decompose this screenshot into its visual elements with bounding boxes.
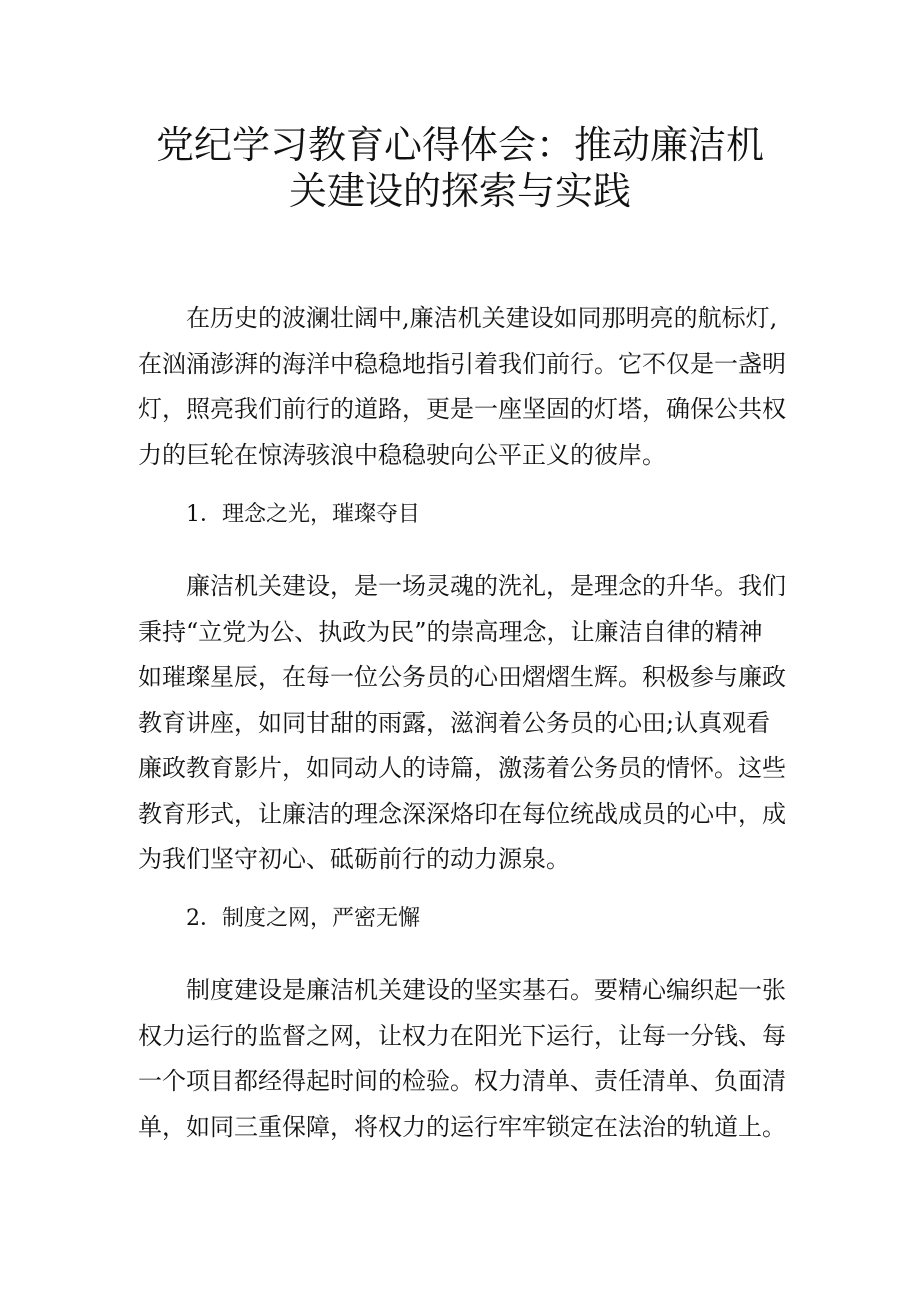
text-line: 在历史的波澜壮阔中,廉洁机关建设如同那明亮的航标灯, [186, 304, 778, 332]
text-line: 教育讲座，如同甘甜的雨露，滋润着公务员的心田;认真观看 [138, 708, 771, 737]
text-line: 秉持“立党为公、执政为民”的崇高理念，让廉洁自律的精神 [138, 617, 763, 646]
text-line: 权力运行的监督之网，让权力在阳光下运行，让每一分钱、每 [138, 1021, 786, 1050]
section-1-heading: 1．理念之光，璀璨夺目 [186, 502, 420, 527]
section-2-heading: 2．制度之网，严密无懈 [186, 906, 420, 931]
text-line: 灯，照亮我们前行的道路，更是一座坚固的灯塔，确保公共权 [138, 395, 786, 423]
text-line: 一个项目都经得起时间的检验。权力清单、责任清单、负面清 [138, 1067, 786, 1095]
title-line-1: 党纪学习教育心得体会：推动廉洁机 [155, 123, 764, 167]
text-line: 单，如同三重保障，将权力的运行牢牢锁定在法治的轨道上。 [138, 1112, 786, 1141]
intro-paragraph [138, 296, 802, 478]
text-line: 廉洁机关建设，是一场灵魂的洗礼，是理念的升华。我们 [186, 572, 786, 600]
text-line: 为我们坚守初心、砥砺前行的动力源泉。 [138, 845, 570, 873]
text-line: 在汹涌澎湃的海洋中稳稳地指引着我们前行。它不仅是一盏明 [138, 349, 786, 378]
text-line: 廉政教育影片，如同动人的诗篇，激荡着公务员的情怀。这些 [138, 754, 786, 782]
text-line: 如璀璨星辰，在每一位公务员的心田熠熠生辉。积极参与廉政 [138, 663, 786, 691]
section-2-paragraph [138, 968, 802, 1150]
title-line-2: 关建设的探索与实践 [288, 169, 631, 213]
text-line: 教育形式，让廉洁的理念深深烙印在每位统战成员的心中，成 [138, 799, 786, 828]
text-line: 制度建设是廉洁机关建设的坚实基石。要精心编织起一张 [186, 976, 786, 1004]
text-line: 力的巨轮在惊涛骇浪中稳稳驶向公平正义的彼岸。 [138, 440, 666, 469]
document-title [120, 122, 800, 214]
section-1-paragraph [138, 564, 802, 883]
